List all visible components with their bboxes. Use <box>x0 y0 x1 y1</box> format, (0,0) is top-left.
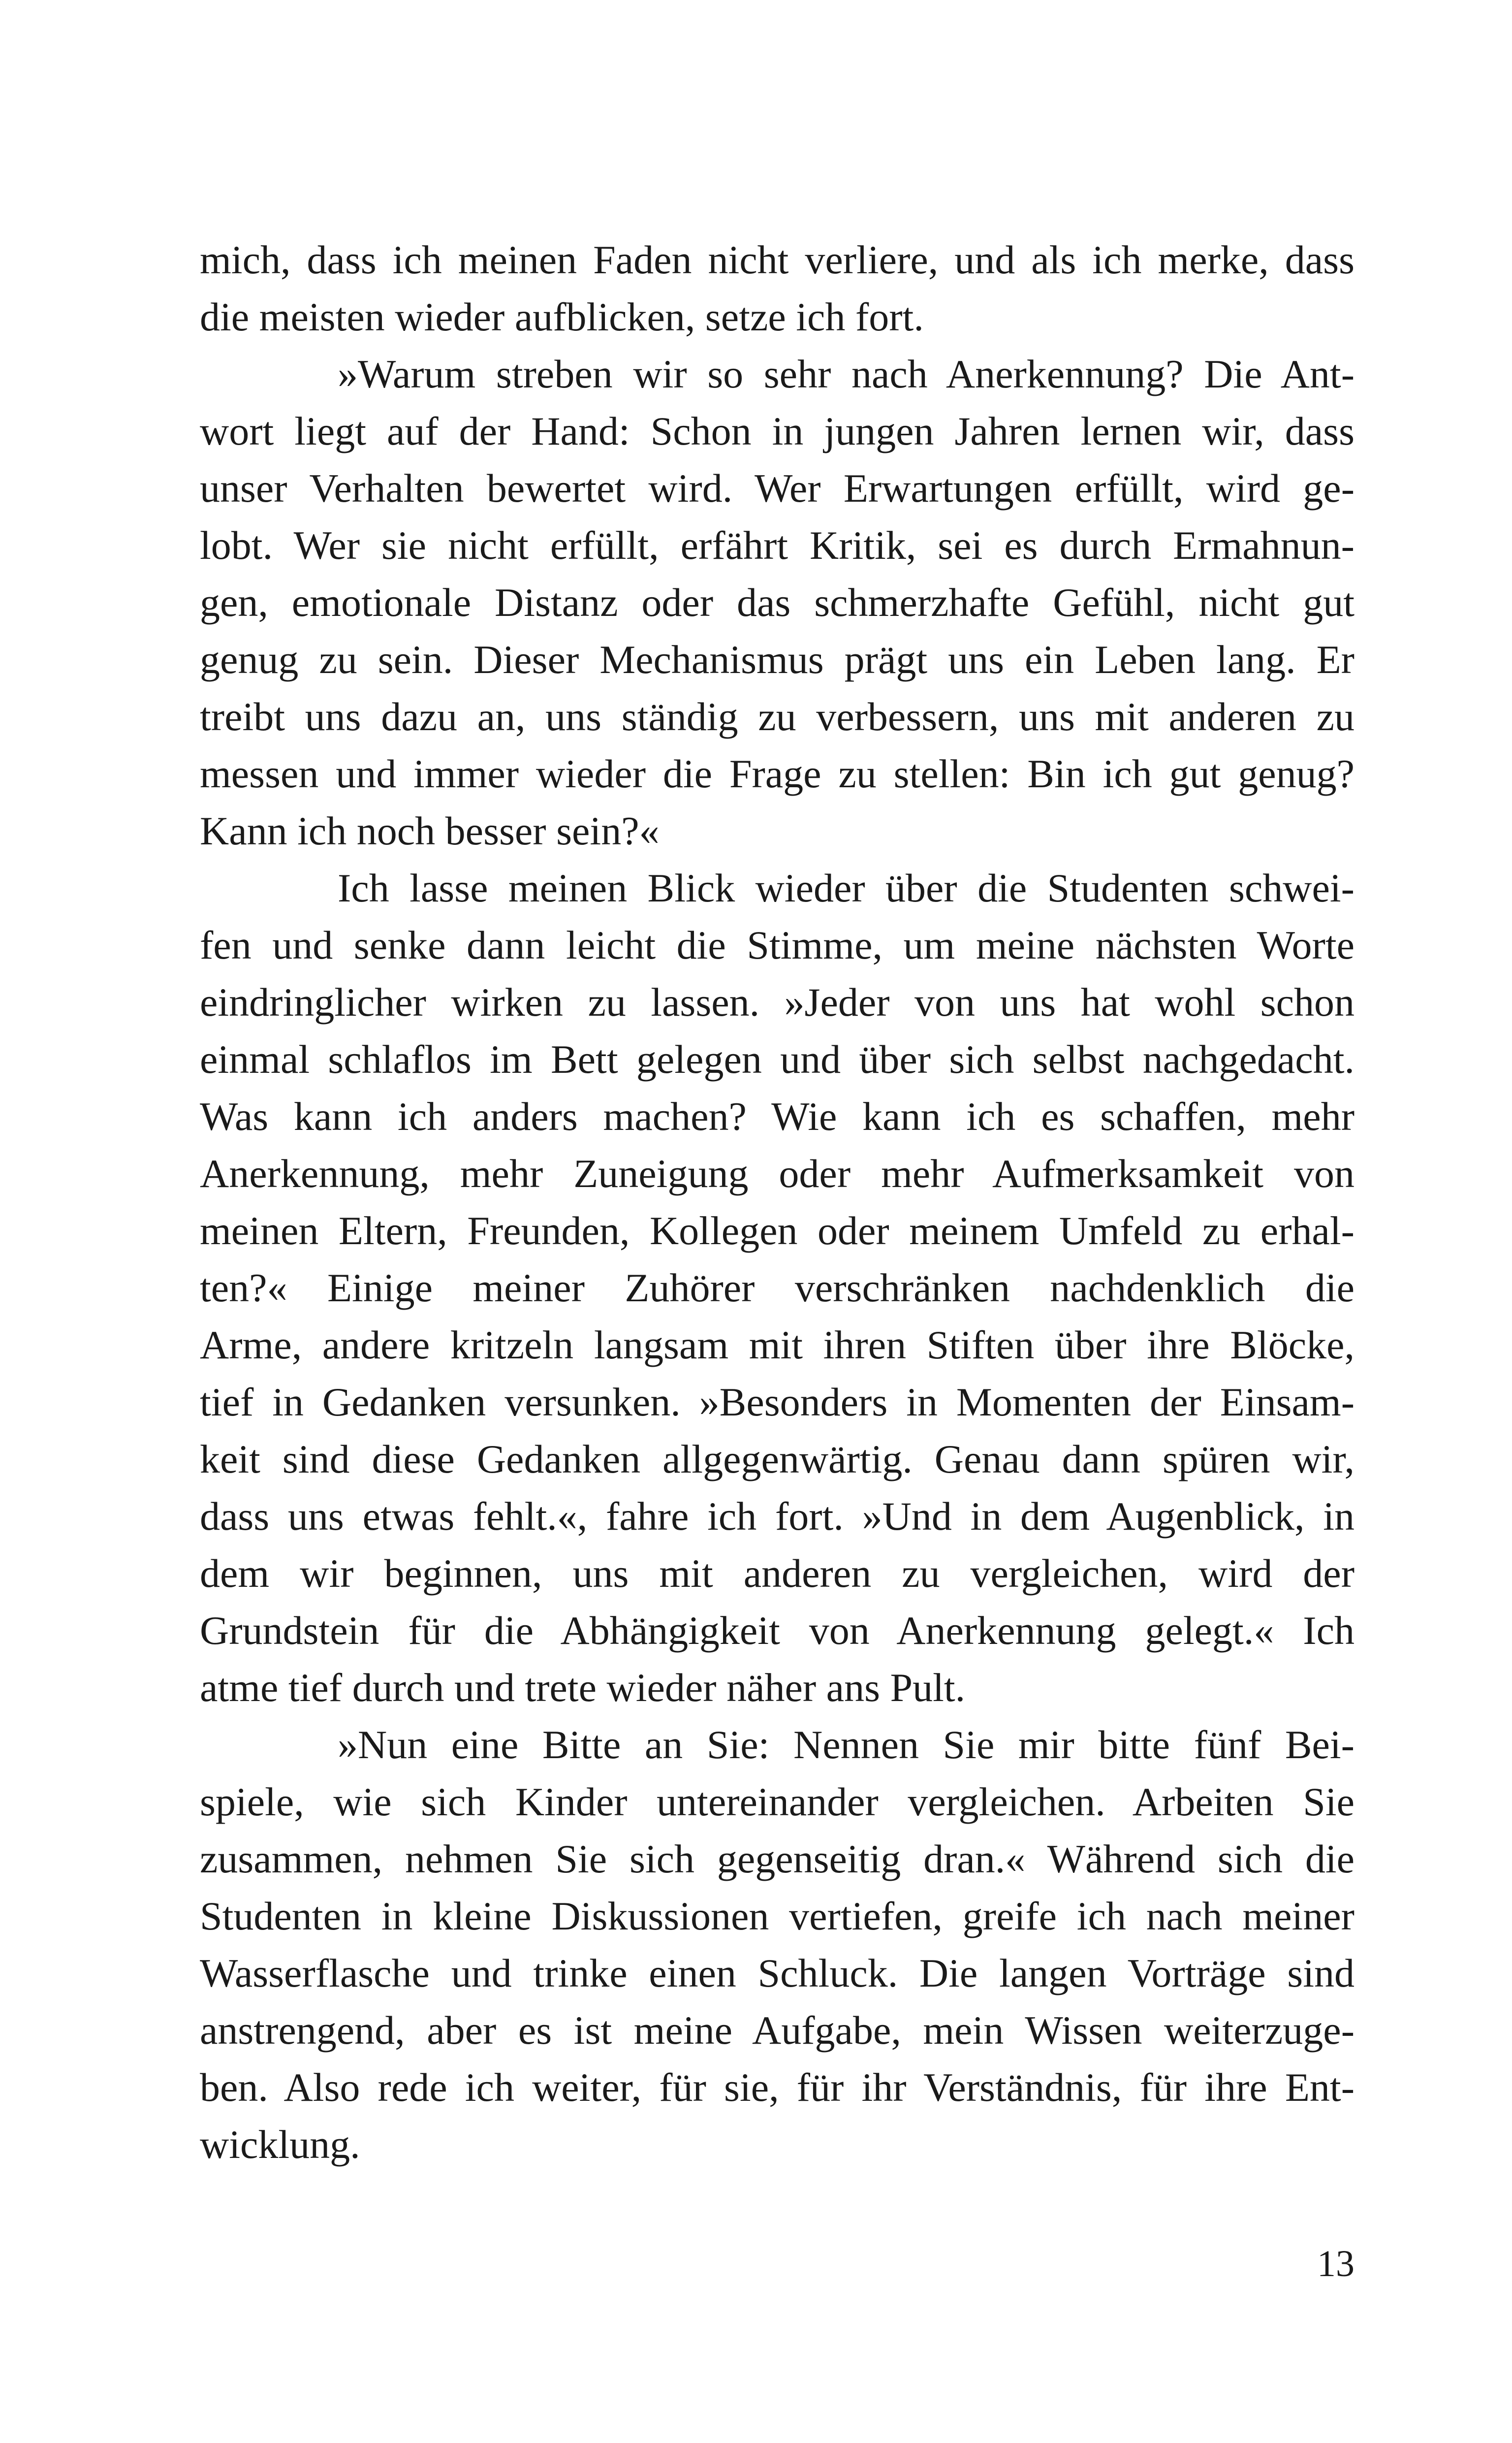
text-line: messen und immer wieder die Frage zu stellen: Bin ich gut genug? <box>200 751 1354 796</box>
text-line: Studenten in kleine Diskussionen vertiefen, greife ich nach meiner <box>200 1894 1354 1938</box>
text-line: Wasserflasche und trinke einen Schluck. Die langen Vorträge sind <box>200 1951 1354 1995</box>
text-line: tief in Gedanken versunken. »Besonders in Momenten der Einsam- <box>200 1380 1354 1424</box>
text-line: wicklung. <box>200 2122 360 2167</box>
text-line: lobt. Wer sie nicht erfüllt, erfährt Kritik, sei es durch Ermahnun- <box>200 523 1354 568</box>
text-line: die meisten wieder aufblicken, setze ich fort. <box>200 294 924 339</box>
text-line: Anerkennung, mehr Zuneigung oder mehr Aufmerksamkeit von <box>200 1151 1354 1196</box>
text-line: gen, emotionale Distanz oder das schmerzhafte Gefühl, nicht gut <box>200 580 1354 625</box>
text-line: anstrengend, aber es ist meine Aufgabe, mein Wissen weiterzuge- <box>200 2008 1354 2053</box>
text-line: wort liegt auf der Hand: Schon in jungen Jahren lernen wir, dass <box>200 409 1354 453</box>
text-line: keit sind diese Gedanken allgegenwärtig. Genau dann spüren wir, <box>200 1437 1354 1481</box>
text-line: »Warum streben wir so sehr nach Anerkennung? Die Ant- <box>338 352 1354 396</box>
text-line: ben. Also rede ich weiter, für sie, für ihr Verständnis, für ihre Ent- <box>200 2065 1354 2110</box>
text-line: eindringlicher wirken zu lassen. »Jeder von uns hat wohl schon <box>200 980 1354 1025</box>
text-line: dem wir beginnen, uns mit anderen zu vergleichen, wird der <box>200 1551 1354 1596</box>
text-line: einmal schlaflos im Bett gelegen und über sich selbst nachgedacht. <box>200 1037 1354 1082</box>
text-line: ten?« Einige meiner Zuhörer verschränken nachdenklich die <box>200 1265 1354 1310</box>
text-line: genug zu sein. Dieser Mechanismus prägt uns ein Leben lang. Er <box>200 637 1354 682</box>
text-line: spiele, wie sich Kinder untereinander vergleichen. Arbeiten Sie <box>200 1779 1354 1824</box>
text-line: Arme, andere kritzeln langsam mit ihren Stiften über ihre Blöcke, <box>200 1322 1354 1367</box>
text-line: Kann ich noch besser sein?« <box>200 808 660 853</box>
text-line: »Nun eine Bitte an Sie: Nennen Sie mir bitte fünf Bei- <box>338 1722 1354 1767</box>
text-line: unser Verhalten bewertet wird. Wer Erwartungen erfüllt, wird ge- <box>200 466 1354 511</box>
text-line: zusammen, nehmen Sie sich gegenseitig dran.« Während sich die <box>200 1836 1354 1881</box>
text-line: atme tief durch und trete wieder näher ans Pult. <box>200 1665 966 1710</box>
text-line: mich, dass ich meinen Faden nicht verliere, und als ich merke, dass <box>200 237 1354 282</box>
page-number: 13 <box>1317 2243 1354 2284</box>
body-text <box>200 231 1354 2173</box>
text-line: fen und senke dann leicht die Stimme, um meine nächsten Worte <box>200 923 1354 967</box>
text-line: treibt uns dazu an, uns ständig zu verbessern, uns mit anderen zu <box>200 694 1354 739</box>
text-line: meinen Eltern, Freunden, Kollegen oder meinem Umfeld zu erhal- <box>200 1208 1354 1253</box>
text-line: dass uns etwas fehlt.«, fahre ich fort. »Und in dem Augenblick, in <box>200 1494 1354 1539</box>
text-line: Grundstein für die Abhängigkeit von Anerkennung gelegt.« Ich <box>200 1608 1354 1653</box>
text-line: Ich lasse meinen Blick wieder über die Studenten schwei- <box>338 866 1354 910</box>
text-line: Was kann ich anders machen? Wie kann ich es schaffen, mehr <box>200 1094 1354 1139</box>
